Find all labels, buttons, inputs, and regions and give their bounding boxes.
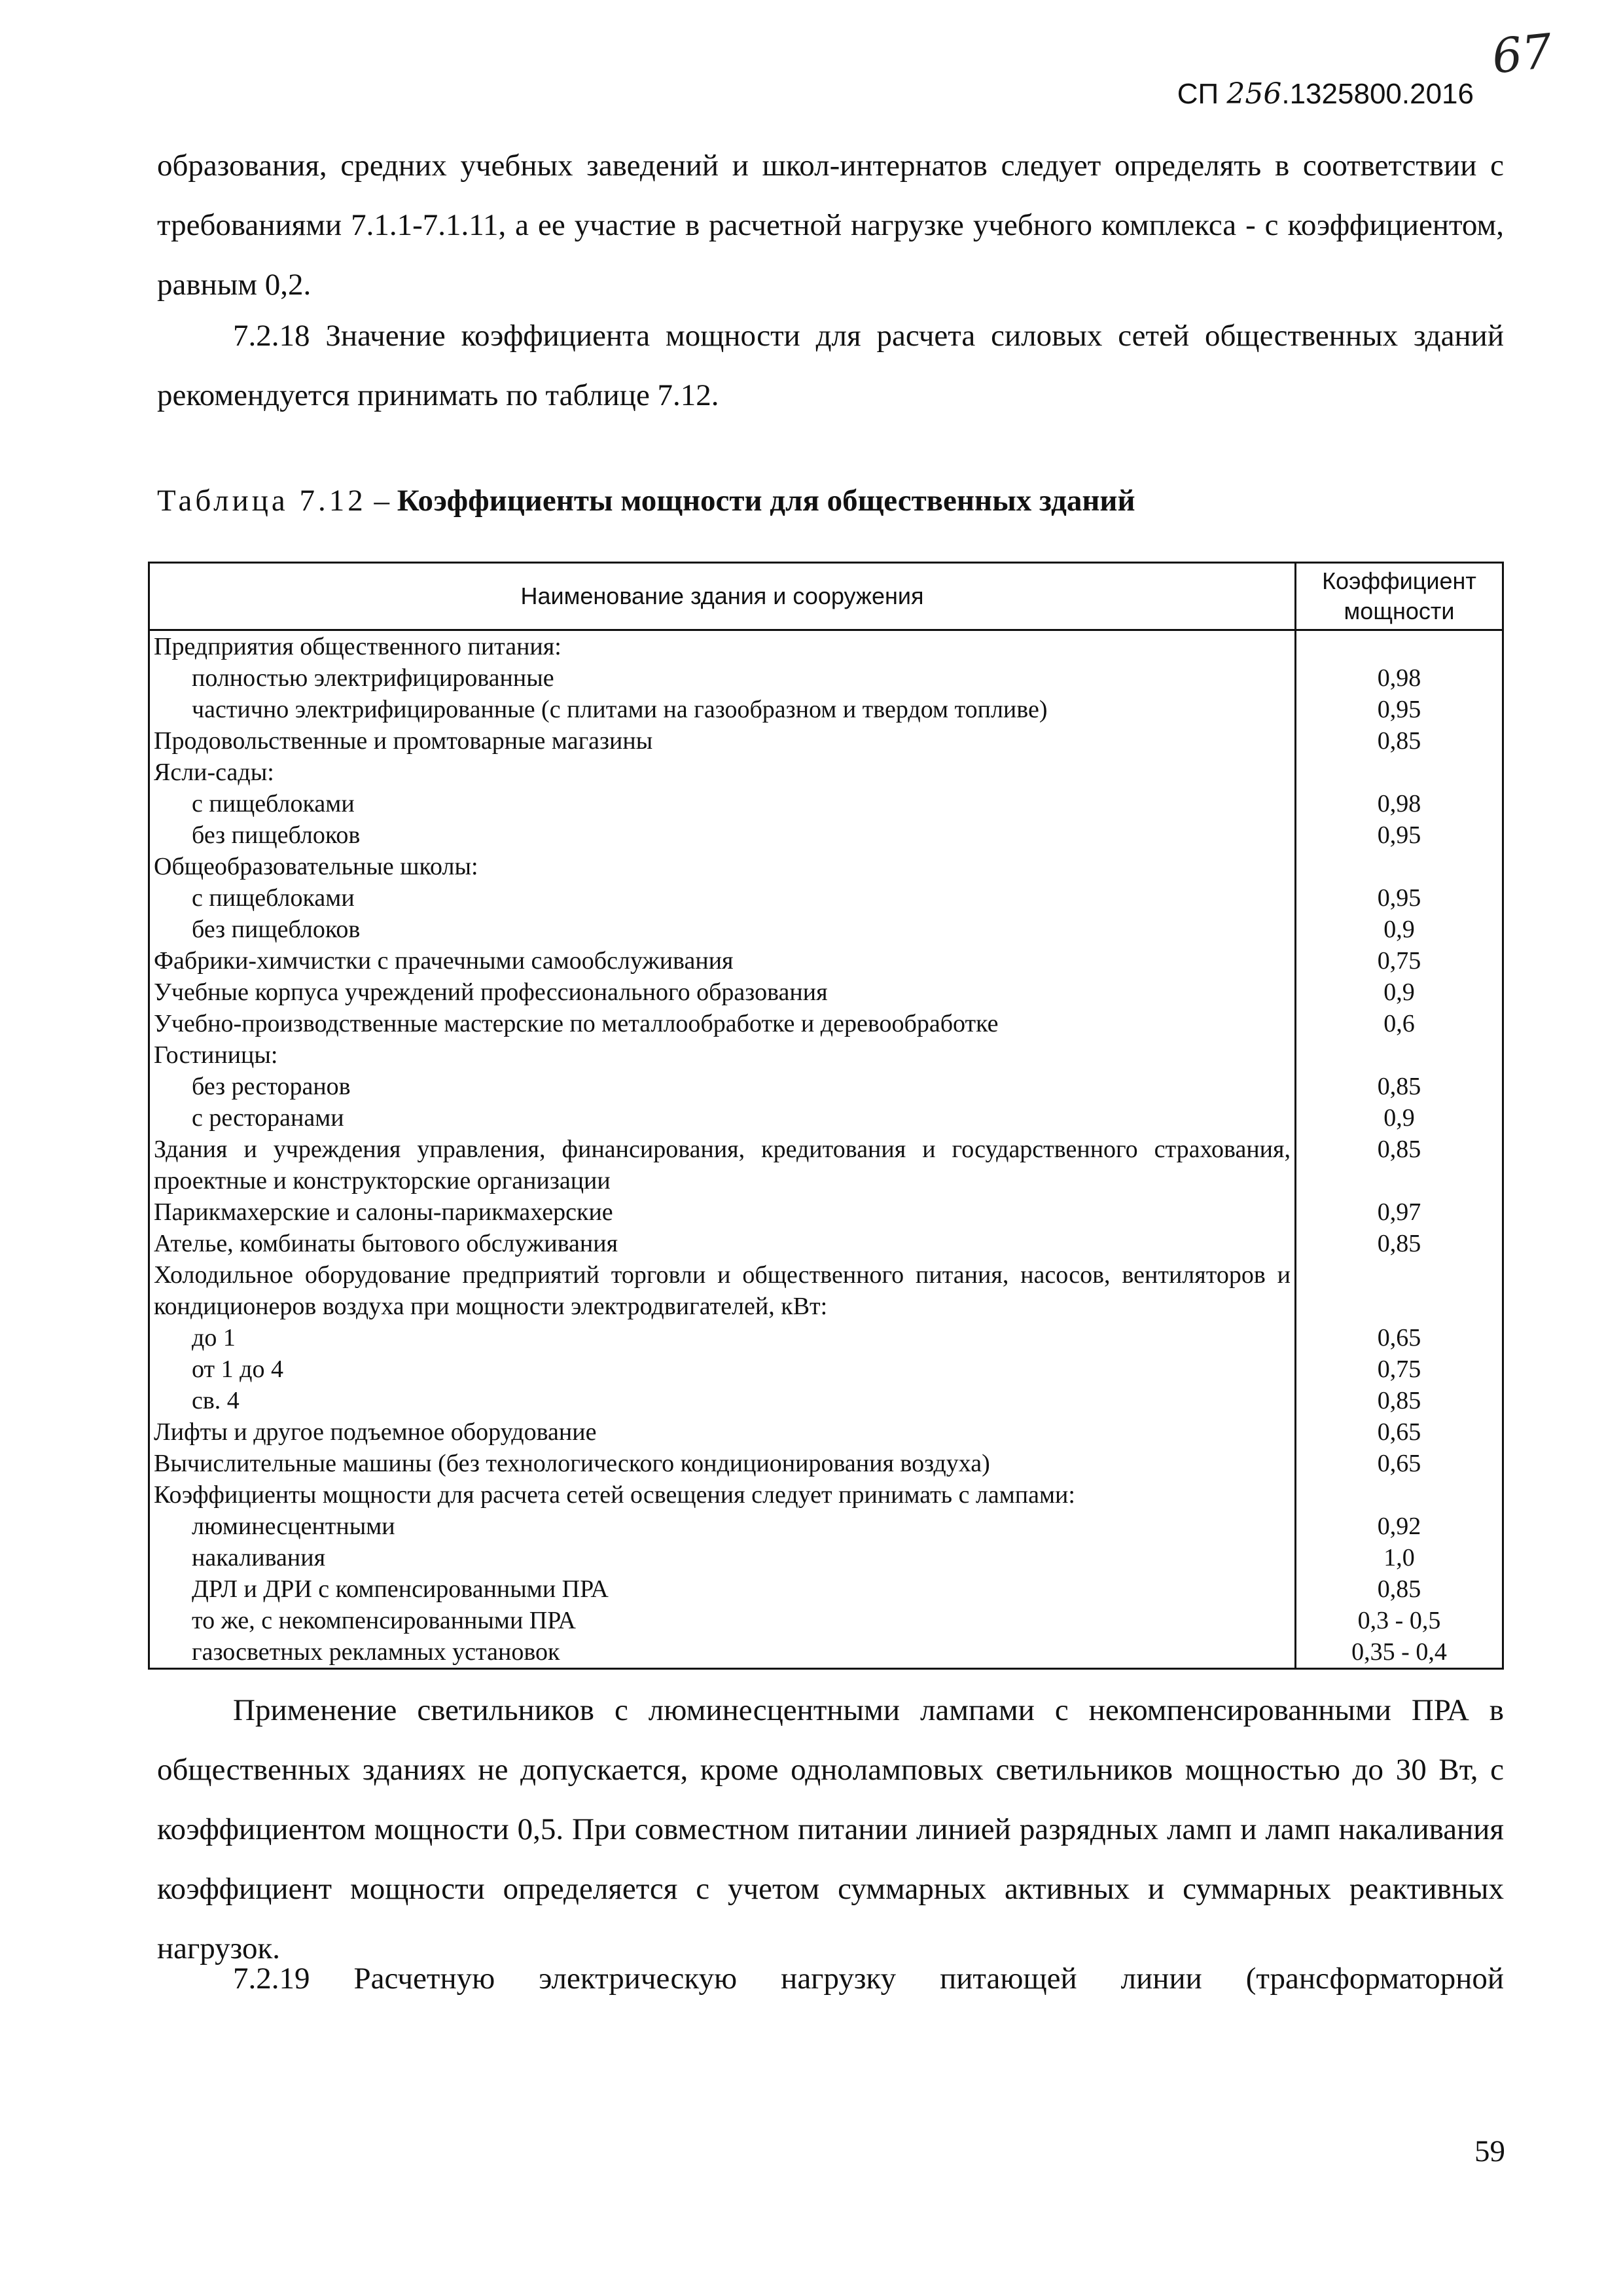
row-name: Общеобразовательные школы: xyxy=(149,851,1296,882)
row-name: Лифты и другое подъемное оборудование xyxy=(149,1416,1296,1448)
row-name: то же, с некомпенсированными ПРА xyxy=(149,1605,1296,1636)
table-row xyxy=(149,1511,1503,1542)
row-coefficient xyxy=(1296,757,1503,788)
row-name: с ресторанами xyxy=(149,1102,1296,1134)
row-coefficient: 0,98 xyxy=(1296,788,1503,819)
document-code-handwritten: 256 xyxy=(1226,77,1282,111)
row-coefficient: 0,95 xyxy=(1296,694,1503,725)
table-row xyxy=(149,1008,1503,1039)
paragraph-7-2-18: 7.2.18 Значение коэффициента мощности для расчета силовых сетей общественных зданий рекомендуется принимать по таблице 7.12. xyxy=(157,319,1504,412)
row-name: частично электрифицированные (с плитами на газообразном и твердом топливе) xyxy=(149,694,1296,725)
table-row xyxy=(149,757,1503,788)
table-row xyxy=(149,1354,1503,1385)
row-coefficient: 1,0 xyxy=(1296,1542,1503,1573)
table-row xyxy=(149,1102,1503,1134)
row-coefficient: 0,95 xyxy=(1296,819,1503,851)
row-name: Парикмахерские и салоны-парикмахерские xyxy=(149,1196,1296,1228)
table-row xyxy=(149,851,1503,882)
row-coefficient: 0,65 xyxy=(1296,1322,1503,1354)
table-row xyxy=(149,914,1503,945)
row-coefficient: 0,85 xyxy=(1296,1071,1503,1102)
row-coefficient: 0,85 xyxy=(1296,725,1503,757)
row-name: без ресторанов xyxy=(149,1071,1296,1102)
table-body xyxy=(149,630,1503,1669)
table-caption-title: Коэффициенты мощности для общественных зданий xyxy=(397,484,1135,518)
row-name: с пищеблоками xyxy=(149,788,1296,819)
row-coefficient: 0,98 xyxy=(1296,662,1503,694)
table-row xyxy=(149,1605,1503,1636)
handwritten-sheet-number: 67 xyxy=(1489,23,1555,84)
row-name: Холодильное оборудование предприятий торговли и общественного питания, насосов, вентиляторов и кондиционеров воздуха при мощности электродвигателей, кВт: xyxy=(149,1259,1296,1322)
table-row xyxy=(149,1228,1503,1259)
row-name: ДРЛ и ДРИ с компенсированными ПРА xyxy=(149,1573,1296,1605)
row-coefficient: 0,65 xyxy=(1296,1416,1503,1448)
table-row xyxy=(149,694,1503,725)
row-name: до 1 xyxy=(149,1322,1296,1354)
row-name: Вычислительные машины (без технологического кондиционирования воздуха) xyxy=(149,1448,1296,1479)
table-header-row xyxy=(149,563,1503,630)
row-name: Учебно-производственные мастерские по металлообработке и деревообработке xyxy=(149,1008,1296,1039)
row-name: Ателье, комбинаты бытового обслуживания xyxy=(149,1228,1296,1259)
row-name: Продовольственные и промтоварные магазины xyxy=(149,725,1296,757)
row-coefficient xyxy=(1296,1479,1503,1511)
table-caption-label: Таблица 7.12 xyxy=(157,484,366,518)
row-coefficient: 0,85 xyxy=(1296,1228,1503,1259)
table-row xyxy=(149,945,1503,977)
table-row xyxy=(149,1259,1503,1322)
paragraph-7-2-19: 7.2.19 Расчетную электрическую нагрузку питающей линии (трансформаторной xyxy=(233,1962,1504,1996)
table-row xyxy=(149,1479,1503,1511)
row-name: Гостиницы: xyxy=(149,1039,1296,1071)
table-row xyxy=(149,1134,1503,1196)
table-row xyxy=(149,1385,1503,1416)
row-coefficient: 0,9 xyxy=(1296,977,1503,1008)
row-coefficient: 0,9 xyxy=(1296,1102,1503,1134)
table-row xyxy=(149,1416,1503,1448)
table-row xyxy=(149,977,1503,1008)
row-coefficient: 0,85 xyxy=(1296,1573,1503,1605)
row-name: полностью электрифицированные xyxy=(149,662,1296,694)
table-row xyxy=(149,819,1503,851)
table-caption xyxy=(157,483,1135,518)
row-coefficient: 0,75 xyxy=(1296,1354,1503,1385)
row-coefficient: 0,3 - 0,5 xyxy=(1296,1605,1503,1636)
row-name: Коэффициенты мощности для расчета сетей освещения следует принимать с лампами: xyxy=(149,1479,1296,1511)
document-code xyxy=(1177,77,1474,111)
table-caption-dash: – xyxy=(366,484,397,518)
table-row xyxy=(149,662,1503,694)
row-name: с пищеблоками xyxy=(149,882,1296,914)
table-row xyxy=(149,788,1503,819)
table-row xyxy=(149,1039,1503,1071)
table-row xyxy=(149,1573,1503,1605)
row-name: накаливания xyxy=(149,1542,1296,1573)
paragraph-lamps-note: Применение светильников с люминесцентными лампами с некомпенсированными ПРА в общественных зданиях не допускается, кроме однoламповых светильников мощностью до 30 Вт, с коэффициентом мощности 0,5. При совместном питании линией разрядных ламп и ламп накаливания коэффициент мощности определяется с учетом суммарных активных и суммарных реактивных нагрузок. xyxy=(157,1693,1504,1965)
row-name: Фабрики-химчистки с прачечными самообслуживания xyxy=(149,945,1296,977)
row-name: Предприятия общественного питания: xyxy=(149,630,1296,663)
row-coefficient: 0,35 - 0,4 xyxy=(1296,1636,1503,1669)
row-name: газосветных рекламных установок xyxy=(149,1636,1296,1669)
row-coefficient xyxy=(1296,1259,1503,1322)
table-row xyxy=(149,1448,1503,1479)
power-factor-table xyxy=(148,562,1504,1670)
table-row xyxy=(149,1636,1503,1669)
document-code-suffix: .1325800.2016 xyxy=(1281,78,1474,110)
table-row xyxy=(149,725,1503,757)
table-row xyxy=(149,1071,1503,1102)
row-coefficient: 0,85 xyxy=(1296,1134,1503,1196)
row-name: без пищеблоков xyxy=(149,819,1296,851)
row-coefficient xyxy=(1296,1039,1503,1071)
row-coefficient: 0,6 xyxy=(1296,1008,1503,1039)
header-name: Наименование здания и сооружения xyxy=(149,563,1296,630)
row-name: св. 4 xyxy=(149,1385,1296,1416)
row-name: без пищеблоков xyxy=(149,914,1296,945)
table-row xyxy=(149,630,1503,663)
table-row xyxy=(149,1542,1503,1573)
row-name: Здания и учреждения управления, финансирования, кредитования и государственного страхования, проектные и конструкторские организации xyxy=(149,1134,1296,1196)
row-name: люминесцентными xyxy=(149,1511,1296,1542)
row-coefficient xyxy=(1296,630,1503,663)
row-coefficient: 0,85 xyxy=(1296,1385,1503,1416)
row-coefficient xyxy=(1296,851,1503,882)
row-name: Учебные корпуса учреждений профессионального образования xyxy=(149,977,1296,1008)
table-row xyxy=(149,1196,1503,1228)
header-coefficient: Коэффициент мощности xyxy=(1296,563,1503,630)
row-name: от 1 до 4 xyxy=(149,1354,1296,1385)
row-coefficient: 0,65 xyxy=(1296,1448,1503,1479)
row-coefficient: 0,9 xyxy=(1296,914,1503,945)
row-coefficient: 0,97 xyxy=(1296,1196,1503,1228)
document-code-prefix: СП xyxy=(1177,78,1227,110)
table-row xyxy=(149,1322,1503,1354)
table-row xyxy=(149,882,1503,914)
row-coefficient: 0,95 xyxy=(1296,882,1503,914)
paragraph-continuation: образования, средних учебных заведений и школ-интернатов следует определять в соответствии с требованиями 7.1.1-7.1.11, а ее участие в расчетной нагрузке учебного комплекса - с коэффициентом, равным 0,2. xyxy=(157,149,1504,302)
page-number: 59 xyxy=(1474,2134,1505,2168)
row-name: Ясли-сады: xyxy=(149,757,1296,788)
row-coefficient: 0,75 xyxy=(1296,945,1503,977)
row-coefficient: 0,92 xyxy=(1296,1511,1503,1542)
